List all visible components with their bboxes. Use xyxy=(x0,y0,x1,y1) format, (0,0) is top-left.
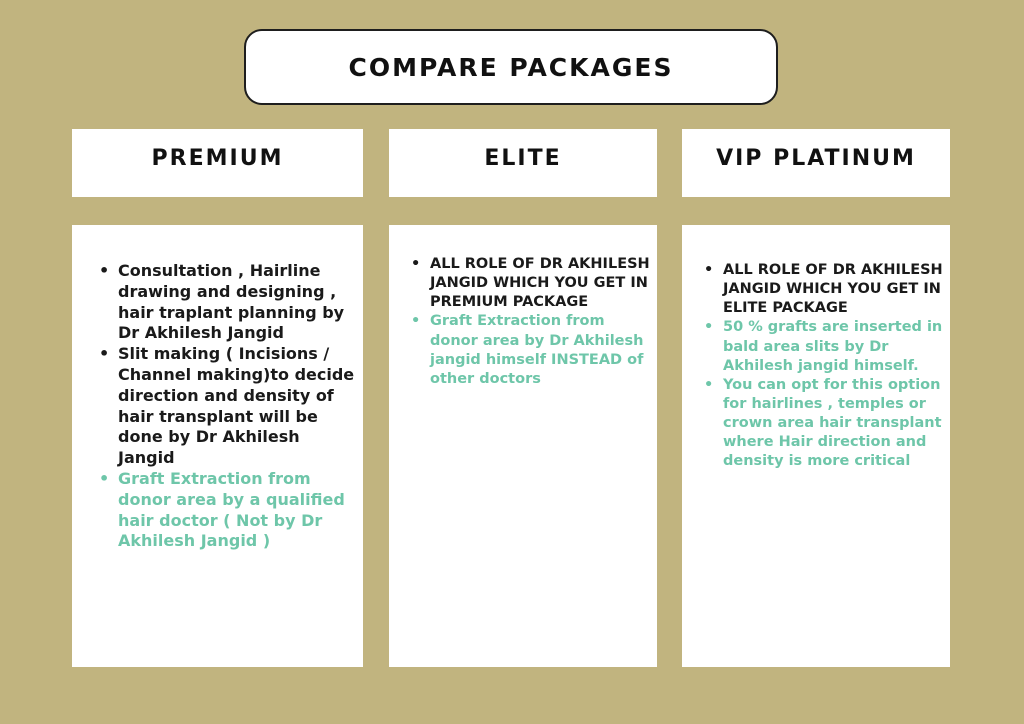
package-card-premium xyxy=(72,225,363,667)
package-header-elite xyxy=(389,129,657,197)
page-title-box xyxy=(244,29,778,105)
feature-item: • Graft Extraction from donor area by a qualified hair doctor ( Not by Dr Akhilesh Jangid ) xyxy=(90,469,355,552)
feature-item: • ALL ROLE OF DR AKHILESH JANGID WHICH YOU GET IN PREMIUM PACKAGE xyxy=(402,255,651,312)
feature-item: • 50 % grafts are inserted in bald area slits by Dr Akhilesh jangid himself. xyxy=(695,318,944,375)
package-header-vip-platinum xyxy=(682,129,950,197)
package-name: PREMIUM xyxy=(151,145,284,171)
package-name: ELITE xyxy=(484,145,562,171)
page-title: COMPARE PACKAGES xyxy=(348,52,674,82)
feature-list xyxy=(695,261,944,471)
feature-item: • ALL ROLE OF DR AKHILESH JANGID WHICH YOU GET IN ELITE PACKAGE xyxy=(695,261,944,318)
feature-item: • Slit making ( Incisions / Channel making)to decide direction and density of hair transplant will be done by Dr Akhilesh Jangid xyxy=(90,344,355,469)
package-header-premium xyxy=(72,129,363,197)
feature-list xyxy=(90,261,355,552)
feature-item: • Graft Extraction from donor area by Dr Akhilesh jangid himself INSTEAD of other doctors xyxy=(402,312,651,389)
feature-item: • Consultation , Hairline drawing and designing , hair traplant planning by Dr Akhilesh Jangid xyxy=(90,261,355,344)
package-name: VIP PLATINUM xyxy=(716,145,916,171)
feature-list xyxy=(402,255,651,389)
package-card-vip-platinum xyxy=(682,225,950,667)
feature-item: • You can opt for this option for hairlines , temples or crown area hair transplant where Hair direction and density is more critical xyxy=(695,376,944,472)
package-card-elite xyxy=(389,225,657,667)
